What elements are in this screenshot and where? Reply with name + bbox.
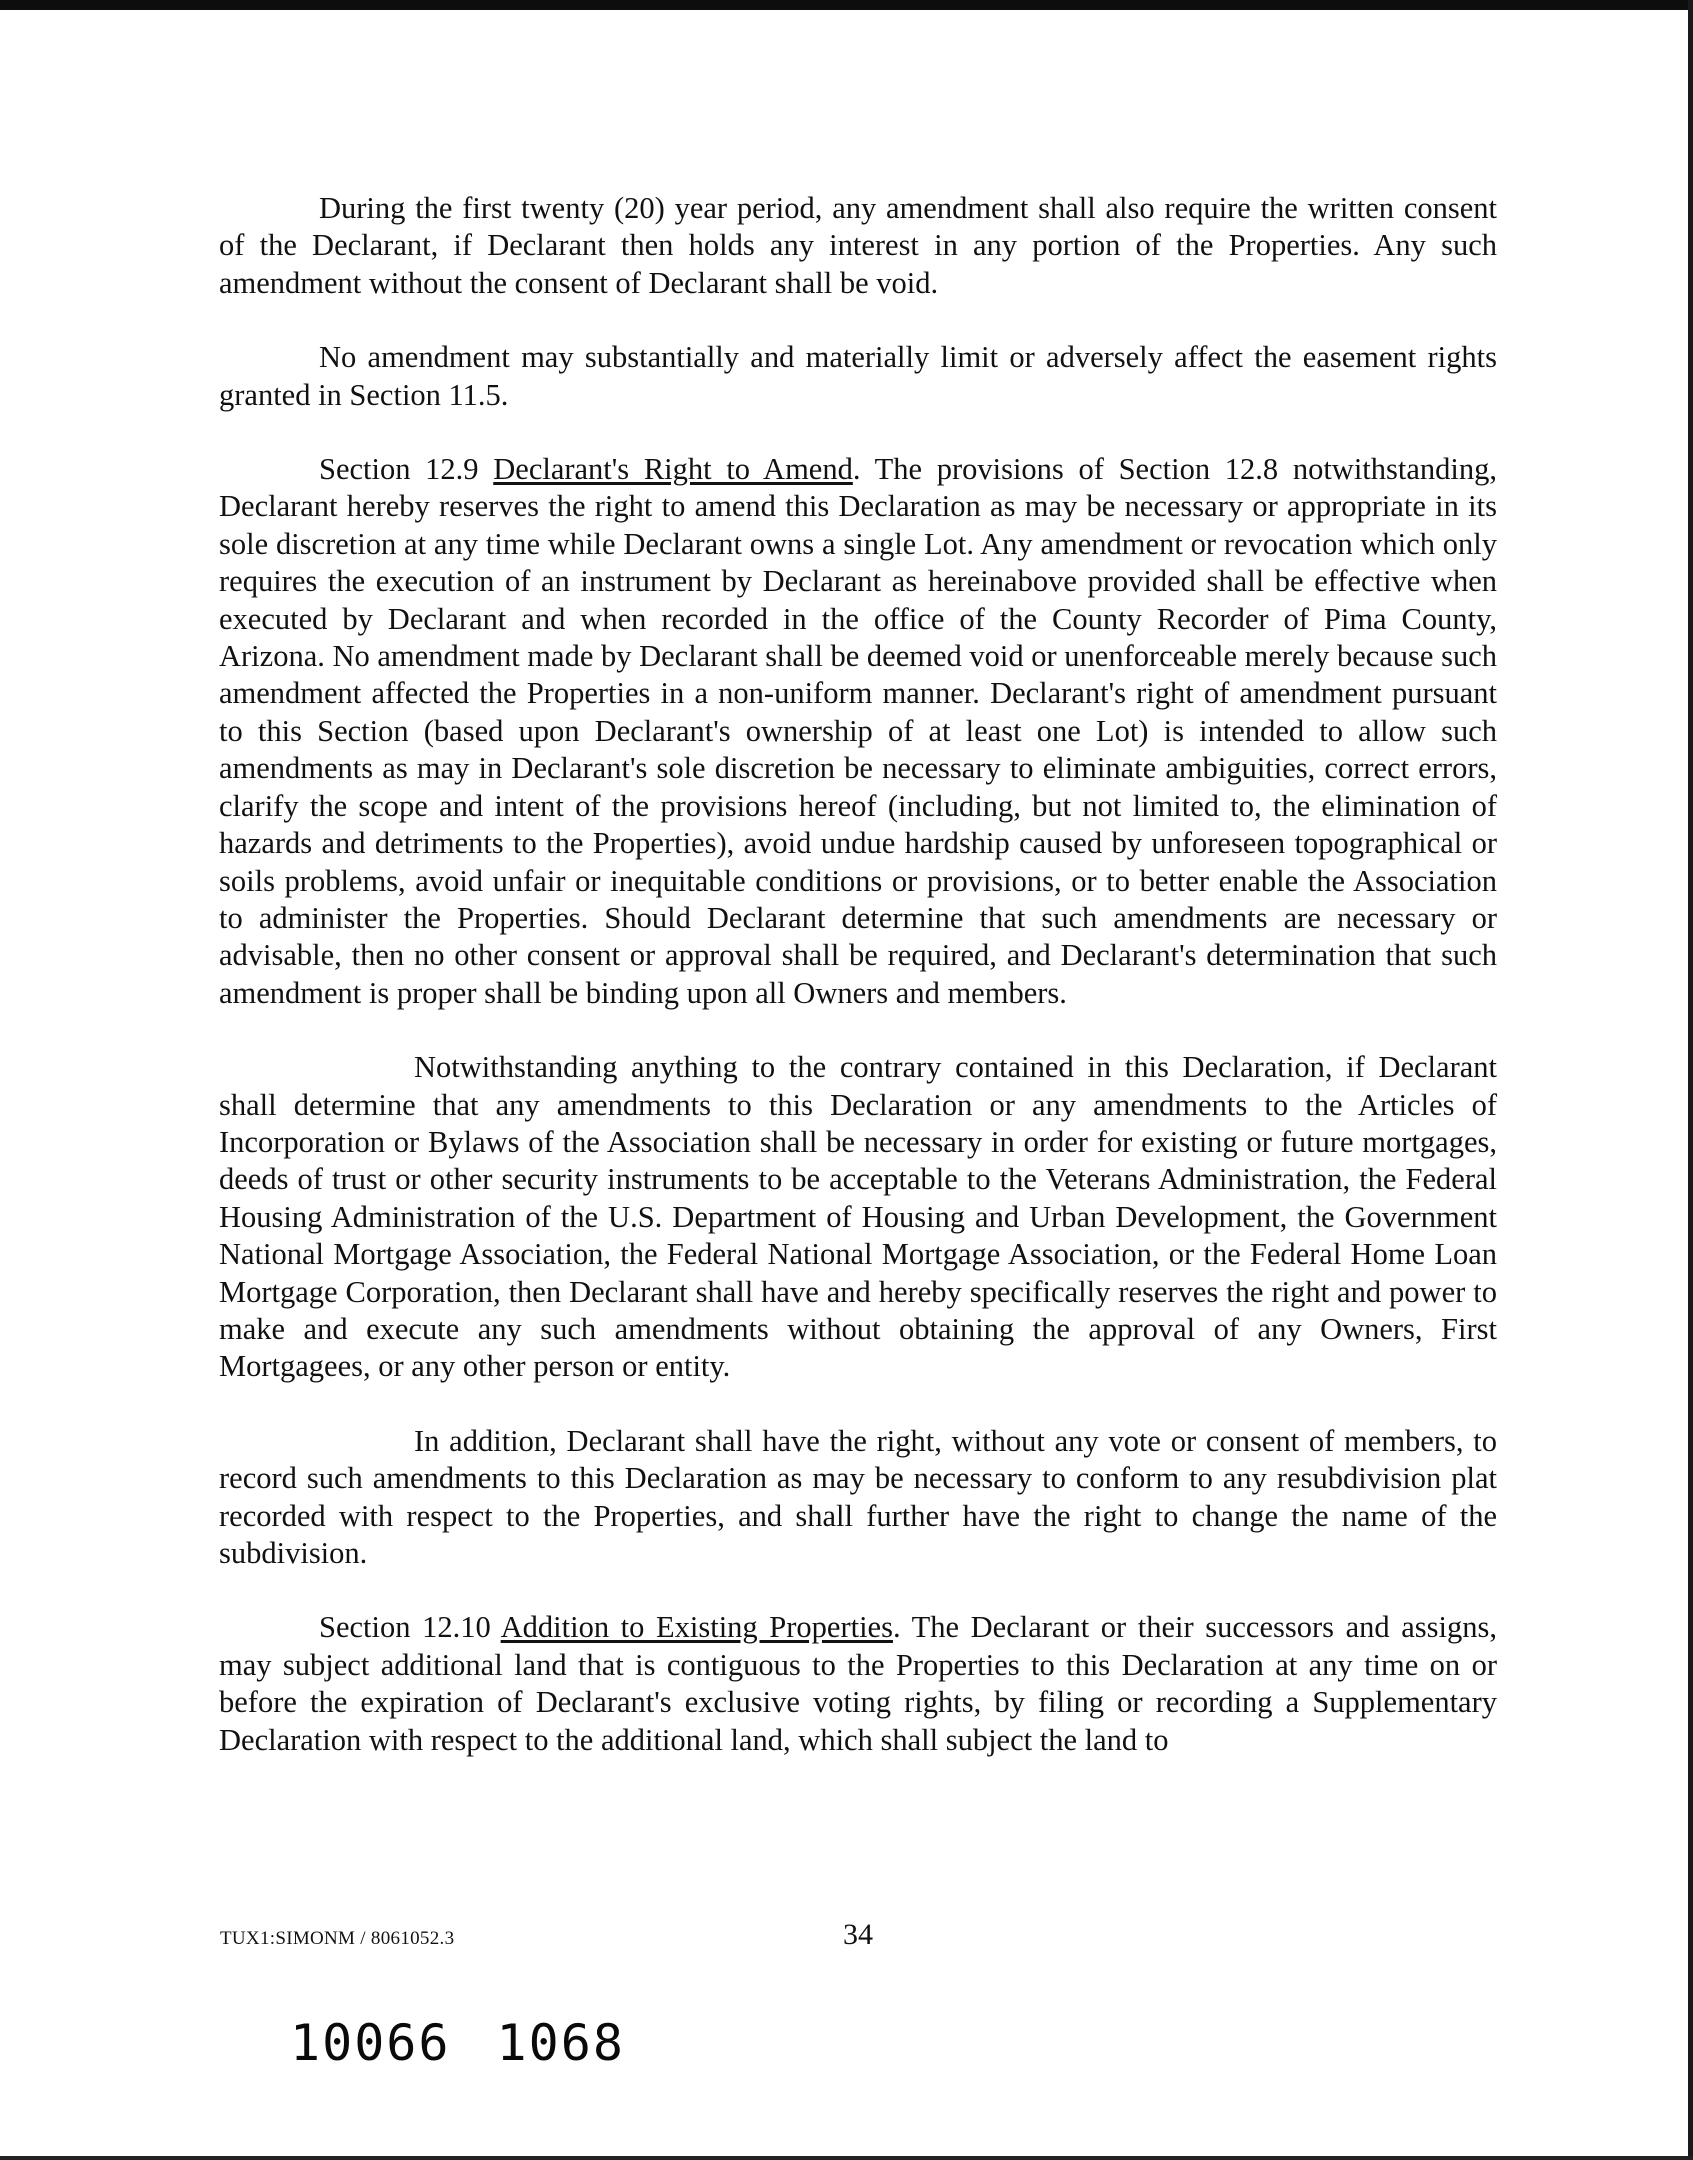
paragraph-agency-amendments: Notwithstanding anything to the contrary contained in this Declaration, if Declarant shall determine that any amendments to this Declaration or any amendments to the Articles of Incorporation or Bylaws of the Association shall be necessary in order for existing or future mortgages, deeds of trust or other security instruments to be acceptable to the Veterans Administration, the Federal Housing Administration of the U.S. Department of Housing and Urban Development, the Government National Mortgage Association, the Federal National Mortgage Association, or the Federal Home Loan Mortgage Corporation, then Declarant shall have and hereby specifically reserves the right and power to make and execute any such amendments without obtaining the approval of any Owners, First Mortgagees, or any other person or entity. xyxy=(219,1050,1497,1384)
footer-document-id: TUX1:SIMONM / 8061052.3 xyxy=(220,1928,455,1949)
section-12-9 xyxy=(219,451,1497,1012)
page-number: 34 xyxy=(843,1918,873,1951)
section-12-10-body: . The Declarant or their successors and assigns, may subject additional land that is contiguous to the Properties to this Declaration at any time on or before the expiration of Declarant's exclusive voting rights, by filing or recording a Supplementary Declaration with respect to the additional land, which shall subject the land to xyxy=(219,1610,1497,1757)
scan-border-right xyxy=(1688,0,1693,2160)
paragraph-resubdivision: In addition, Declarant shall have the right, without any vote or consent of members, to record such amendments to this Declaration as may be necessary to conform to any resubdivision plat recorded with respect to the Properties, and shall further have the right to change the name of the subdivision. xyxy=(219,1423,1497,1570)
paragraph-amendment-consent: During the first twenty (20) year period, any amendment shall also require the written consent of the Declarant, if Declarant then holds any interest in any portion of the Properties. Any such amendment without the consent of Declarant shall be void. xyxy=(219,191,1497,300)
scan-border-bottom xyxy=(0,2156,1693,2160)
stamp-page-number: 1068 xyxy=(496,2014,625,2072)
section-12-10-heading: Addition to Existing Properties xyxy=(500,1610,893,1645)
stamp-book-number: 10066 xyxy=(290,2014,451,2072)
section-12-9-body: . The provisions of Section 12.8 notwithstanding, Declarant hereby reserves the right to amend this Declaration as may be necessary or appropriate in its sole discretion at any time while Declarant owns a single Lot. Any amendment or revocation which only requires the execution of an instrument by Declarant as hereinabove provided shall be effective when executed by Declarant and when recorded in the office of the County Recorder of Pima County, Arizona. No amendment made by Declarant shall be deemed void or unenforceable merely because such amendment affected the Properties in a non-uniform manner. Declarant's right of amendment pursuant to this Section (based upon Declarant's ownership of at least one Lot) is intended to allow such amendments as may in Declarant's sole discretion be necessary to eliminate ambiguities, correct errors, clarify the scope and intent of the provisions hereof (including, but not limited to, the elimination of hazards and detriments to the Properties), avoid undue hardship caused by unforeseen topographical or soils problems, avoid unfair or inequitable conditions or provisions, or to better enable the Association to administer the Properties. Should Declarant determine that such amendments are necessary or advisable, then no other consent or approval shall be required, and Declarant's determination that such amendment is proper shall be binding upon all Owners and members. xyxy=(219,452,1498,1010)
section-12-9-heading: Declarant's Right to Amend xyxy=(493,452,853,487)
paragraph-easement-rights: No amendment may substantially and materially limit or adversely affect the easement rights granted in Section 11.5. xyxy=(219,340,1497,412)
section-12-10-number: Section 12.10 xyxy=(319,1610,501,1645)
section-12-10 xyxy=(219,1609,1497,1759)
recording-stamp xyxy=(290,2014,625,2072)
document-body xyxy=(219,190,1497,1796)
scan-border-top xyxy=(0,0,1693,10)
section-12-9-number: Section 12.9 xyxy=(319,452,494,487)
